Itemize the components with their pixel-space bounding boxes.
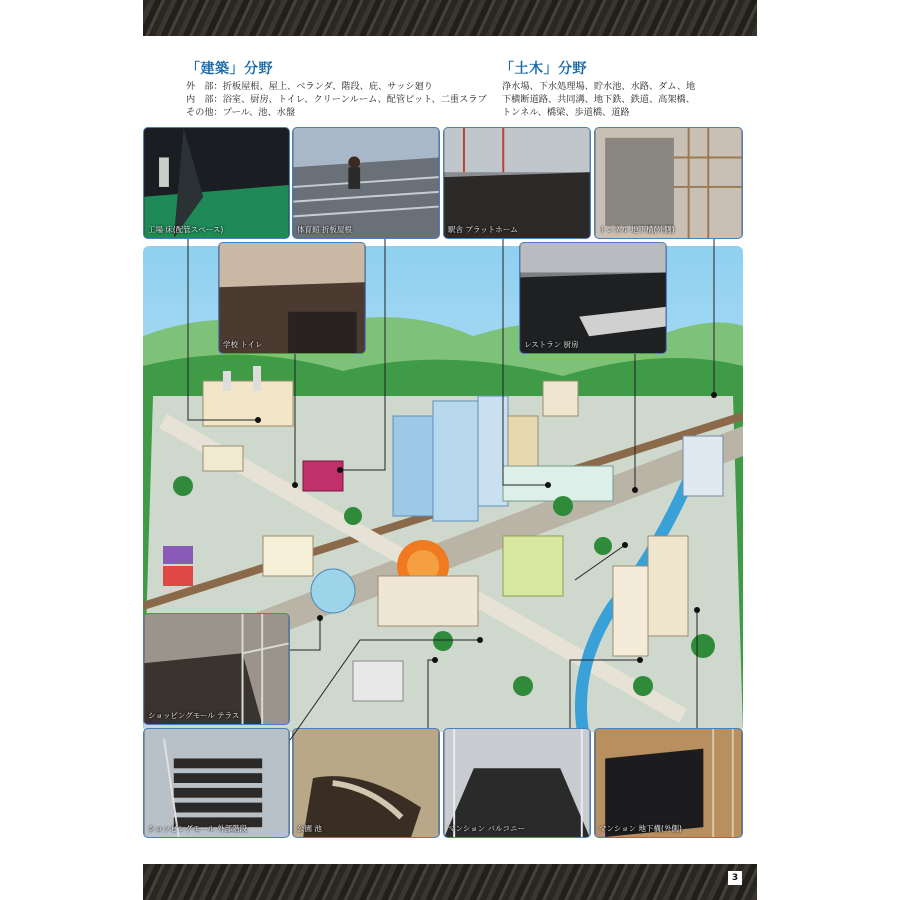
photo-mall-stairs-caption: ショッピングモール 外部階段 <box>148 824 248 833</box>
architecture-description <box>186 80 486 119</box>
architecture-title: 「建築」分野 <box>186 61 273 77</box>
photo-basement <box>594 728 743 838</box>
photo-basement-caption: マンション 地下構(外側) <box>599 824 682 833</box>
photo-mall-terrace-caption: ショッピングモール テラス <box>148 711 240 720</box>
photo-station <box>443 127 591 239</box>
photo-tunnel <box>594 127 743 239</box>
photo-park <box>292 728 440 838</box>
photo-mall-terrace <box>143 613 290 725</box>
photo-restaurant <box>519 242 667 354</box>
civil-line-1: 浄水場、下水処理場、貯水池、水路、ダム、地 <box>502 81 696 92</box>
photo-station-caption: 駅舎 プラットホーム <box>448 225 518 234</box>
photo-school <box>218 242 366 354</box>
photo-gym <box>292 127 440 239</box>
photo-gym-caption: 体育館 折板屋根 <box>297 225 352 234</box>
page-number: 3 <box>728 871 742 885</box>
photo-factory-caption: 工場 床(配管スペース) <box>148 225 224 234</box>
civil-line-2: 下横断道路、共同溝、地下鉄、鉄道、高架橋、 <box>502 94 695 105</box>
photo-park-caption: 公園 池 <box>297 824 322 833</box>
civil-title: 「土木」分野 <box>500 61 587 77</box>
architecture-line-other: その他：プール、池、水盤 <box>186 107 296 118</box>
photo-restaurant-caption: レストラン 厨房 <box>524 340 579 349</box>
photo-balcony <box>443 728 591 838</box>
civil-line-3: トンネル、橋梁、歩道橋、道路 <box>502 107 630 118</box>
photo-balcony-caption: マンション バルコニー <box>448 824 526 833</box>
photo-tunnel-caption: トンネル 地下構(外側) <box>599 225 675 234</box>
photo-school-caption: 学校 トイレ <box>223 340 263 349</box>
architecture-line-interior: 内 部：浴室、厨房、トイレ、クリーンルーム、配管ピット、二重スラブ <box>186 94 487 105</box>
header-texture-band <box>143 0 757 36</box>
photo-factory <box>143 127 290 239</box>
civil-description <box>502 80 712 119</box>
footer-texture-band <box>143 864 757 900</box>
photo-mall-stairs <box>143 728 290 838</box>
architecture-line-exterior: 外 部：折板屋根、屋上、ベランダ、階段、庇、サッシ廻り <box>186 81 433 92</box>
